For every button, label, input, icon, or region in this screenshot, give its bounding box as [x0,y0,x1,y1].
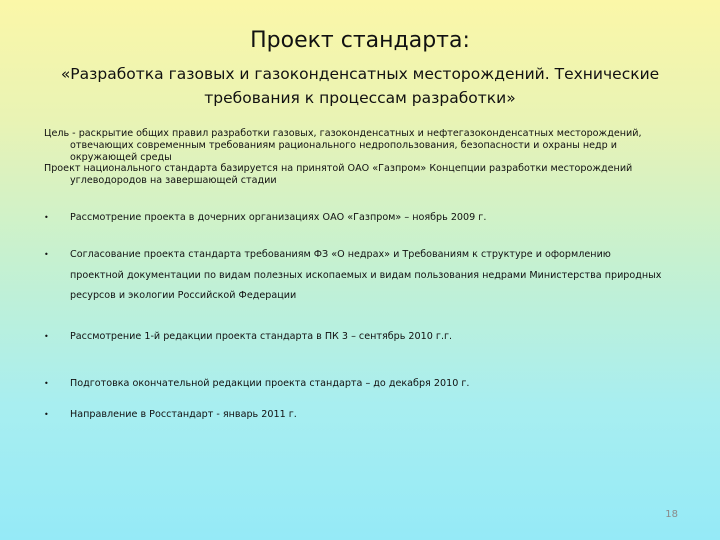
list-item-text: Подготовка окончательной редакции проекта стандарта – до декабря 2010 г. [70,378,470,389]
list-item [44,374,664,395]
bullet-icon: • [44,213,49,222]
bullet-icon: • [44,250,49,259]
page-number: 18 [665,509,678,520]
list-item [44,245,664,307]
slide-subtitle: «Разработка газовых и газоконденсатных месторождений. Технические требования к процессам разработки» [60,65,660,107]
list-item [44,208,664,229]
list-item-text: Направление в Росстандарт - январь 2011 г. [70,409,297,420]
slide-title: Проект стандарта: [250,28,470,53]
goal-paragraph [44,128,684,187]
bullet-icon: • [44,332,49,341]
list-item-text: Рассмотрение 1-й редакции проекта стандарта в ПК 3 – сентябрь 2010 г.г. [70,331,453,342]
list-item-text: Согласование проекта стандарта требованиям ФЗ «О недрах» и Требованиям к структуре и оформлению проектной документации по видам полезных ископаемых и видам пользования недрами Министерства природных ресурсов и экологии Российской Федерации [70,249,662,301]
bullet-icon: • [44,379,49,388]
basis-text: Проект национального стандарта базируется на принятой ОАО «Газпром» Концепции разработки месторождений углеводородов на завершающей стадии [44,163,633,187]
list-item-text: Рассмотрение проекта в дочерних организациях ОАО «Газпром» – ноябрь 2009 г. [70,212,487,223]
bullet-icon: • [44,410,49,419]
list-item [44,405,664,426]
goal-text: Цель - раскрытие общих правил разработки газовых, газоконденсатных и нефтегазоконденсатных месторождений, отвечающих современным требованиям рационального недропользования, безопасности и охраны недр и окружающей среды [44,128,642,163]
list-item [44,327,664,348]
